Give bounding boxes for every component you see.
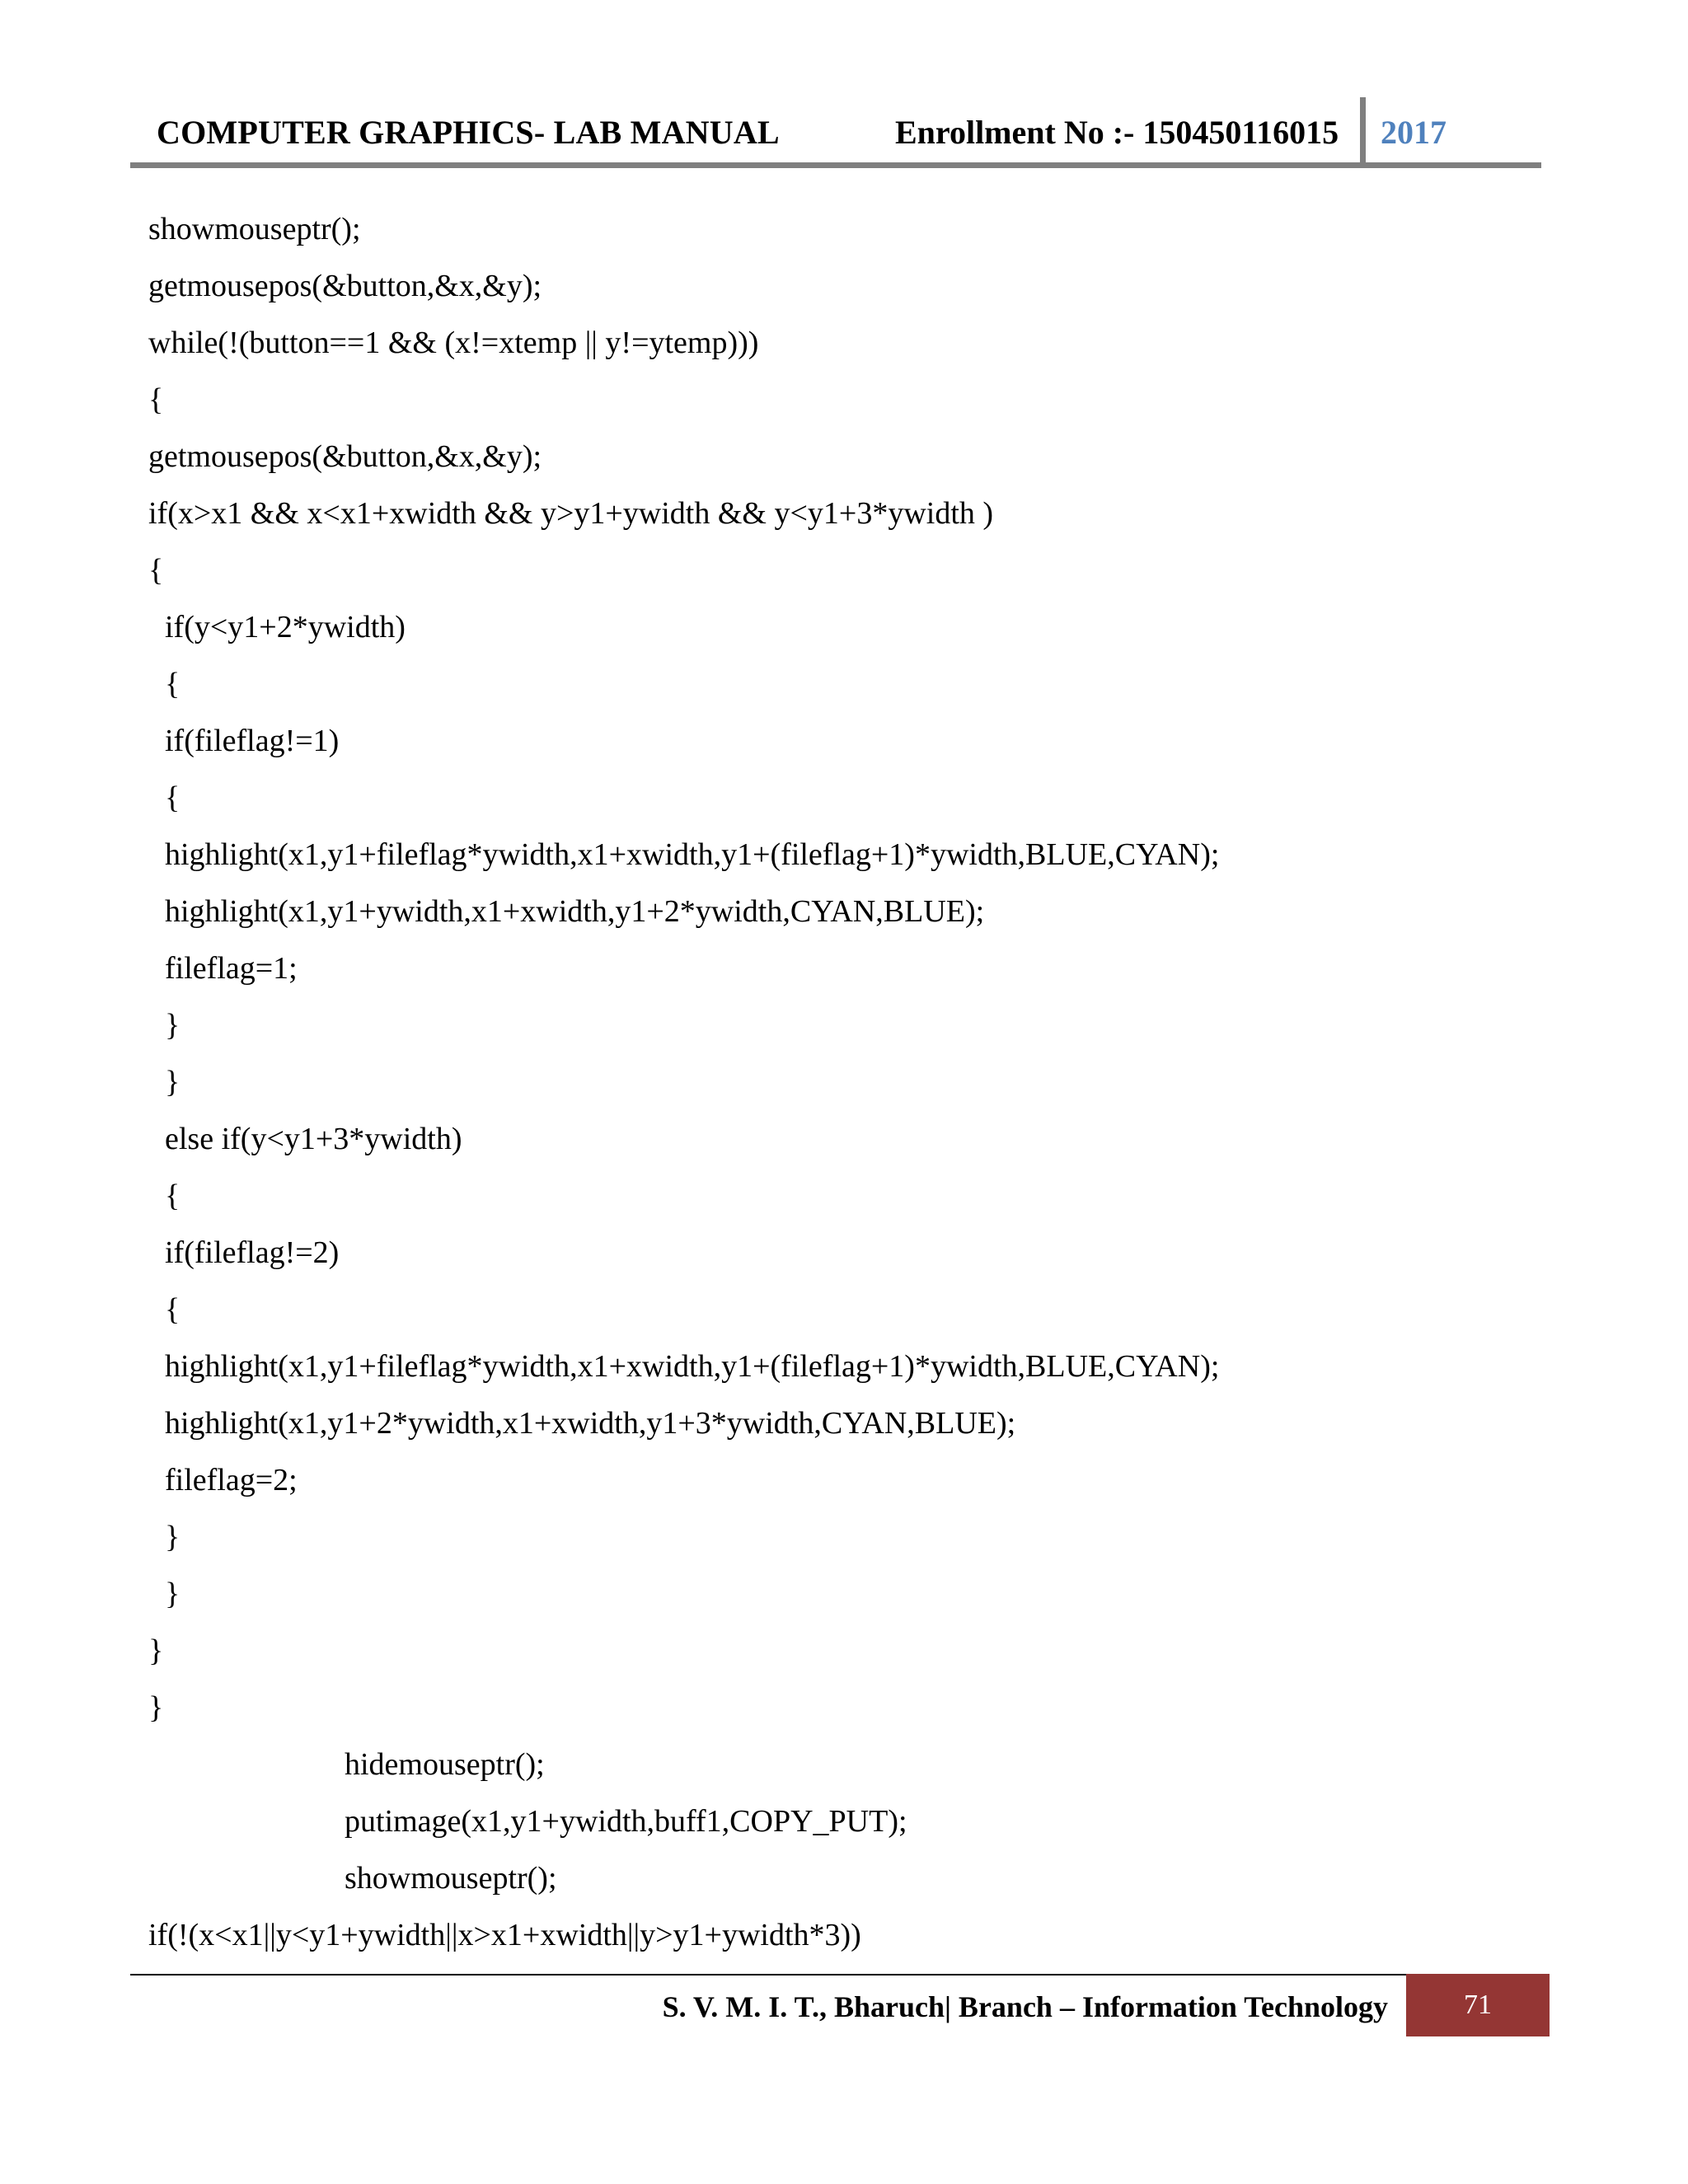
code-line: highlight(x1,y1+2*ywidth,x1+xwidth,y1+3*ywidth,CYAN,BLUE); bbox=[165, 1406, 1016, 1441]
code-line: { bbox=[148, 382, 164, 417]
code-line: if(y<y1+2*ywidth) bbox=[165, 610, 406, 644]
code-line: } bbox=[165, 1065, 181, 1099]
code-line: showmouseptr(); bbox=[148, 212, 361, 246]
code-line: } bbox=[148, 1633, 164, 1668]
code-line: while(!(button==1 && (x!=xtemp || y!=ytemp))) bbox=[148, 326, 759, 360]
header-rule bbox=[130, 162, 1541, 168]
code-line: hidemouseptr(); bbox=[345, 1747, 545, 1782]
code-line: { bbox=[165, 780, 181, 815]
code-line: if(x>x1 && x<x1+xwidth && y>y1+ywidth && y<y1+3*ywidth ) bbox=[148, 496, 994, 531]
header-year: 2017 bbox=[1381, 114, 1447, 151]
code-line: fileflag=2; bbox=[165, 1463, 298, 1497]
footer-institute: S. V. M. I. T., Bharuch| Branch – Information Technology bbox=[662, 1990, 1388, 2023]
code-line: highlight(x1,y1+fileflag*ywidth,x1+xwidth,y1+(fileflag+1)*ywidth,BLUE,CYAN); bbox=[165, 1349, 1220, 1384]
code-line: } bbox=[165, 1577, 181, 1611]
enrollment-number: Enrollment No :- 150450116015 bbox=[895, 114, 1339, 151]
code-line: if(!(x<x1||y<y1+ywidth||x>x1+xwidth||y>y1+ywidth*3)) bbox=[148, 1918, 861, 1952]
code-line: { bbox=[165, 667, 181, 701]
code-line: getmousepos(&button,&x,&y); bbox=[148, 269, 542, 303]
code-line: highlight(x1,y1+ywidth,x1+xwidth,y1+2*ywidth,CYAN,BLUE); bbox=[165, 894, 985, 929]
code-line: else if(y<y1+3*ywidth) bbox=[165, 1122, 462, 1156]
code-line: { bbox=[165, 1179, 181, 1213]
code-line: putimage(x1,y1+ywidth,buff1,COPY_PUT); bbox=[345, 1804, 907, 1839]
code-line: if(fileflag!=2) bbox=[165, 1235, 340, 1270]
manual-title: COMPUTER GRAPHICS- LAB MANUAL bbox=[157, 114, 780, 151]
page-number-box bbox=[1406, 1974, 1550, 2036]
code-line: } bbox=[165, 1520, 181, 1554]
page-number: 71 bbox=[1464, 1990, 1492, 2020]
code-line: { bbox=[148, 553, 164, 588]
code-line: { bbox=[165, 1292, 181, 1327]
code-line: if(fileflag!=1) bbox=[165, 724, 340, 758]
code-line: highlight(x1,y1+fileflag*ywidth,x1+xwidth,y1+(fileflag+1)*ywidth,BLUE,CYAN); bbox=[165, 837, 1220, 872]
header-separator bbox=[1360, 97, 1366, 166]
code-listing bbox=[148, 204, 1550, 1967]
code-line: } bbox=[165, 1008, 181, 1043]
code-line: getmousepos(&button,&x,&y); bbox=[148, 439, 542, 474]
code-line: fileflag=1; bbox=[165, 951, 298, 986]
footer-rule bbox=[130, 1974, 1406, 1975]
code-line: showmouseptr(); bbox=[345, 1861, 557, 1896]
page-header bbox=[130, 97, 1531, 166]
code-line: } bbox=[148, 1690, 164, 1725]
